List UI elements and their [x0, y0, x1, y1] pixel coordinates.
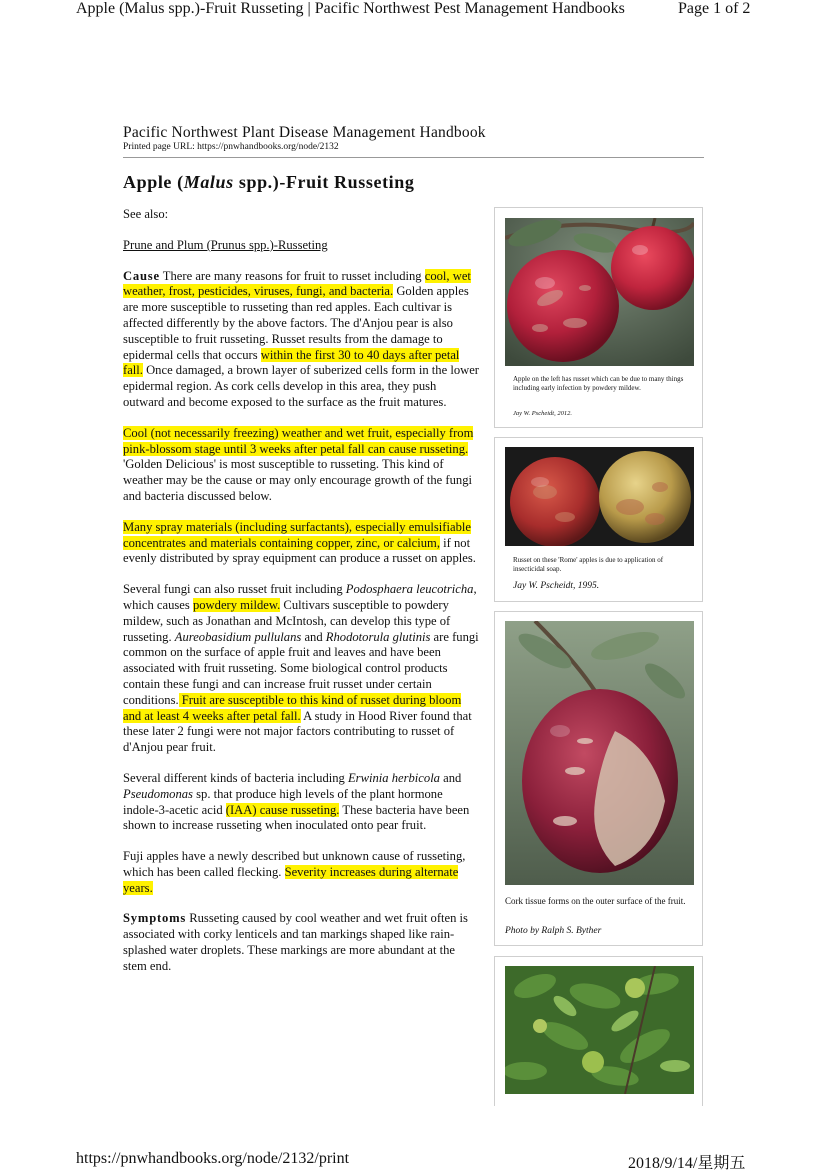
header-divider: [123, 157, 704, 158]
text-span: Fuji apples have a newly described but unknown cause of russeting, which has been called flecking.: [123, 849, 466, 879]
species-name: Pseudomonas: [123, 786, 193, 801]
apple-photo-3: [505, 621, 694, 885]
figure-image-1[interactable]: [505, 218, 694, 366]
text-span: if not evenly distributed by spray equipment can produce a russet on apples.: [123, 535, 476, 566]
print-header-title: Apple (Malus spp.)-Fruit Russeting | Pacific Northwest Pest Management Handbooks: [76, 0, 625, 17]
see-also-paragraph: [123, 238, 480, 254]
figure-credit-3: Photo by Ralph S. Byther: [505, 926, 602, 936]
figure-caption-1: Apple on the left has russet which can be due to many things including early infection by powdery mildew.: [513, 375, 684, 392]
text-span: These bacteria have been shown to increase russeting when inoculated onto pear fruit.: [123, 802, 470, 833]
highlighted-text: Many spray materials (including surfactants), especially emulsifiable concentrates and materials containing copper, zinc, or calcium,: [123, 519, 471, 550]
figure-caption-2: Russet on these 'Rome' apples is due to application of insecticidal soap.: [513, 556, 664, 573]
highlighted-text: within the first 30 to 40 days after petal fall.: [123, 347, 460, 378]
text-span: Several different kinds of bacteria including: [123, 770, 348, 785]
figure-card-4: [494, 956, 703, 1106]
text-span: There are many reasons for fruit to russet including: [159, 268, 425, 283]
print-footer-date: 2018/9/14/星期五: [628, 1155, 746, 1172]
print-header-page-number: Page 1 of 2: [678, 0, 751, 17]
bacteria-paragraph: [123, 771, 480, 834]
text-span: Once damaged, a brown layer of suberized cells form in the lower epidermal region. As cork cells develop in this area, they push outward and become exposed to the surface as the fruit matures.: [123, 363, 479, 409]
symptoms-paragraph: [123, 911, 480, 974]
apple-tree-photo: [505, 966, 694, 1094]
figure-card-3: [494, 611, 703, 946]
page-title-genus: Malus: [183, 172, 234, 192]
text-span: and: [301, 629, 326, 644]
text-span: Russeting caused by cool weather and wet fruit often is associated with corky lenticels and tan markings shaped like rain-splashed water droplets. These markings are more abundant at the stem end.: [123, 911, 468, 973]
text-span: A study in Hood River found that these later 2 fungi were not major factors contributing to russet of d'Anjou pear fruit.: [123, 708, 472, 755]
highlighted-text: powdery mildew.: [192, 597, 281, 612]
text-span: , which causes: [123, 582, 477, 612]
text-span: 'Golden Delicious' is most susceptible to russeting. This kind of weather may be the cause or may only encourage growth of the fungi and bacteria discussed below.: [123, 457, 472, 503]
text-span: Cultivars susceptible to powdery mildew, such as Jonathan and McIntosh, can develop this type of russeting.: [123, 597, 451, 644]
highlighted-text: (IAA) cause russeting.: [225, 802, 340, 817]
figure-card-2: [494, 437, 703, 602]
see-also-link[interactable]: Prune and Plum (Prunus spp.)-Russeting: [123, 237, 328, 252]
text-span: Golden apples are more susceptible to russeting than red apples. Each cultivar is affected differently by the above factors. The d'Anjou pear is also susceptible to fruit russeting. Russet results from the damage to epidermal cells that occurs: [123, 284, 469, 362]
figure-image-2[interactable]: [505, 447, 694, 546]
text-span: and: [439, 770, 462, 785]
figure-credit-2: Jay W. Pscheidt, 1995.: [513, 581, 600, 591]
figure-image-3[interactable]: [505, 621, 694, 885]
figure-caption-3: Cork tissue forms on the outer surface of the fruit.: [505, 896, 686, 906]
apple-photo-2: [505, 447, 694, 546]
cause-heading: Cause: [123, 268, 160, 283]
highlighted-text: Cool (not necessarily freezing) weather and wet fruit, especially from pink-blossom stage until 3 weeks after petal fall can cause russeting.: [123, 425, 474, 456]
apple-photo-1: [505, 218, 694, 366]
page-title-part1: Apple (: [123, 172, 184, 192]
species-name: Aureobasidium pullulans: [174, 629, 302, 644]
article-body: [123, 207, 480, 990]
spray-paragraph: [123, 520, 480, 567]
fungi-paragraph: [123, 582, 480, 756]
highlighted-text: Fruit are susceptible to this kind of russet during bloom and at least 4 weeks after petal fall.: [123, 692, 462, 723]
text-span: Several fungi can also russet fruit including: [123, 582, 346, 597]
symptoms-heading: Symptoms: [123, 911, 187, 926]
highlighted-text: Severity increases during alternate years.: [123, 864, 459, 895]
text-span: are fungi common on the surface of apple fruit and leaves and have been associated with fruit russeting. Some biological control products contain these fungi and can increase fruit russet under certain conditions.: [123, 629, 479, 707]
weather-paragraph: [123, 426, 480, 505]
fuji-paragraph: [123, 849, 480, 896]
site-title: Pacific Northwest Plant Disease Management Handbook: [123, 124, 486, 141]
species-name: Erwinia herbicola: [347, 770, 440, 785]
figure-image-4[interactable]: [505, 966, 694, 1094]
species-name: Rhodotorula glutinis: [325, 629, 431, 644]
cause-paragraph: [123, 269, 480, 411]
page-title: [123, 172, 414, 193]
print-footer-url: https://pnwhandbooks.org/node/2132/print: [76, 1150, 350, 1167]
printed-page-url: Printed page URL: https://pnwhandbooks.org/node/2132: [123, 142, 339, 152]
species-name: Podosphaera leucotricha: [345, 582, 474, 597]
highlighted-text: cool, wet weather, frost, pesticides, viruses, fungi, and bacteria.: [123, 268, 471, 299]
page-title-part2: spp.)-Fruit Russeting: [233, 172, 415, 192]
text-span: sp. that produce high levels of the plant hormone indole-3-acetic acid: [123, 786, 443, 817]
see-also-label: See also:: [123, 207, 169, 221]
figure-card-1: [494, 207, 703, 428]
figure-credit-1: Jay W. Pscheidt, 2012.: [513, 410, 572, 417]
